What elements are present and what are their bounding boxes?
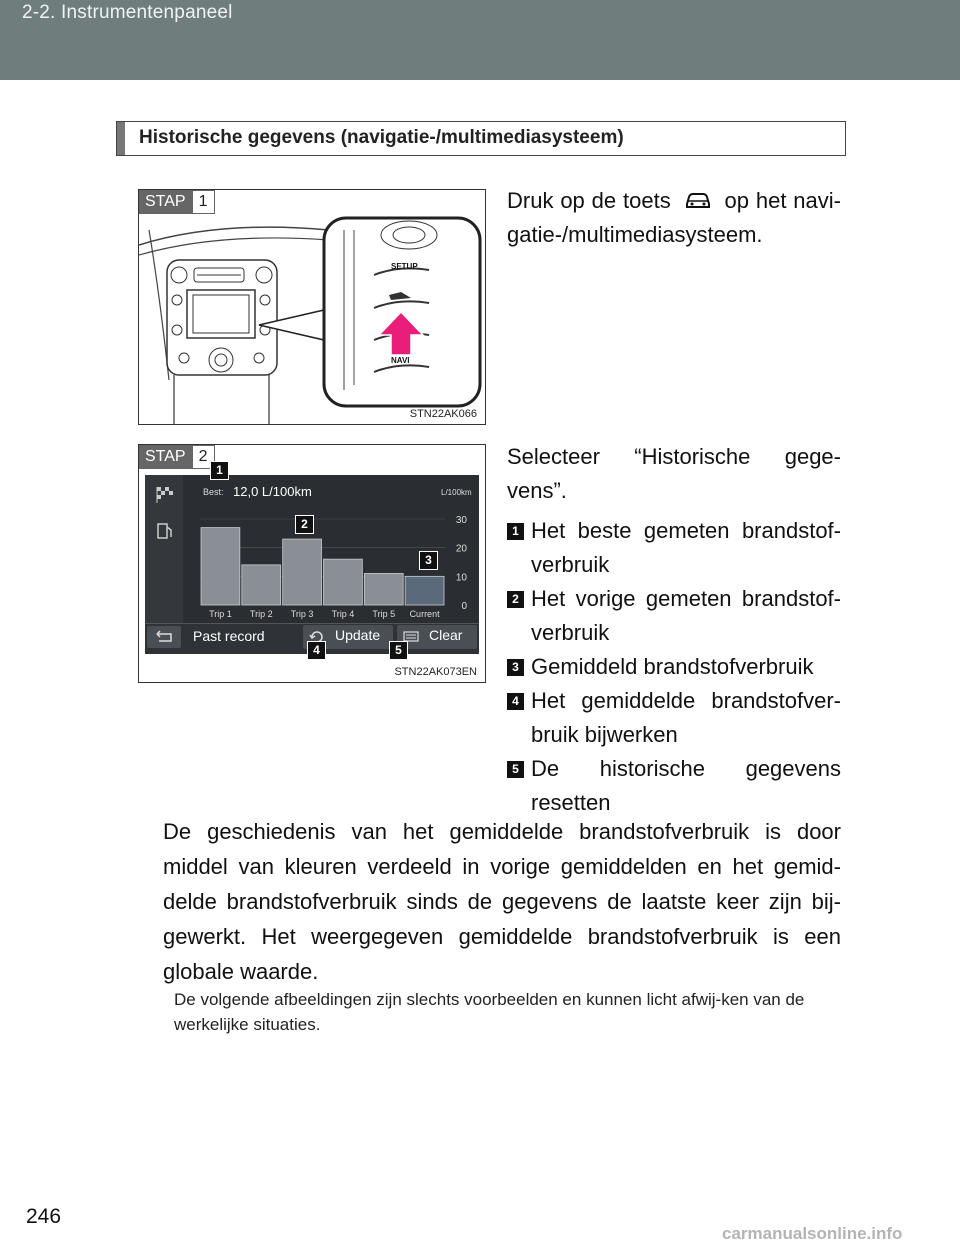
item-text: Het gemiddelde brandstofver-bruik bijwerken [531,688,841,747]
chart-bar [242,565,281,605]
chapter-title: 2-2. Instrumentenpaneel [22,2,233,23]
x-tick-label: Trip 4 [331,609,355,619]
list-item [507,752,841,820]
unit-label: L/100km [441,488,472,497]
item-number: 3 [507,659,524,676]
past-record-label: Past record [193,628,265,644]
watermark: carmanualsonline.info [722,1224,903,1243]
item-number: 4 [507,693,524,710]
list-item [507,650,841,684]
figure-step2 [138,444,486,683]
clear-button[interactable] [397,625,477,649]
y-tick-label: 20 [455,543,467,555]
section-title: Historische gegevens (navigatie-/multimediasysteem) [139,127,624,148]
page-header [0,0,960,80]
section-accent-bar [117,122,125,155]
list-item [507,582,841,650]
step1-tag-number: 1 [192,190,215,214]
best-value: 12,0 L/100km [233,484,312,499]
chart-bar [201,528,240,605]
y-tick-label: 30 [455,515,467,526]
step1-tag-word: STAP [139,190,192,214]
item-number: 2 [507,591,524,608]
step1-text-after: op het navi-gatie-/multimediasysteem. [507,188,841,247]
legend-list [507,514,841,820]
step1-text-before: Druk op de toets [507,188,671,213]
update-label: Update [335,627,381,643]
figure-step1 [138,189,486,425]
x-tick-label: Current [409,609,440,619]
callout-2: 2 [295,515,314,534]
step2-tag [139,445,215,469]
callout-4: 4 [307,641,326,660]
list-item [507,514,841,582]
section-heading-box [116,121,846,156]
navi-button-label: NAVI [391,356,410,365]
figure-code-2: STN22AK073EN [394,666,477,678]
chart-bar [324,559,363,605]
callout-1: 1 [210,461,229,480]
item-text: De historische gegevens resetten [531,756,841,815]
x-tick-label: Trip 1 [209,609,232,619]
callout-5: 5 [389,641,408,660]
y-tick-label: 10 [455,572,467,584]
step2-tag-number: 2 [192,445,215,469]
item-number: 5 [507,761,524,778]
item-text: Het vorige gemeten brandstof-verbruik [531,586,841,645]
best-label: Best: [203,487,224,497]
x-tick-label: Trip 5 [372,609,396,619]
clear-label: Clear [429,627,463,643]
back-button[interactable] [147,626,181,648]
page-number: 246 [26,1205,62,1228]
callout-3: 3 [419,551,438,570]
figure-code: STN22AK066 [409,408,477,420]
y-tick-label: 0 [461,601,467,612]
fuel-chart [145,475,479,625]
setup-button-label: SETUP [391,262,418,271]
fuel-history-screen [145,463,479,657]
chart-bar [364,573,403,605]
step1-instruction [507,184,841,252]
back-arrow-icon [153,630,175,644]
chart-bar [405,576,444,605]
step2-instruction: Selecteer “Historische gege-vens”. [507,444,841,503]
description-paragraph: De geschiedenis van het gemiddelde brandstofverbruik is door middel van kleuren verdeeld in vorige gemiddelden en het gemid-delde brandstofverbruik sinds de gegevens de laatste keer zijn bij-gewerkt. Het weergegeven gemiddelde brandstofverbruik is een globale waarde. [163,819,841,984]
dashboard-illustration [139,190,485,424]
car-icon [684,192,712,210]
chart-bar [283,539,322,605]
x-tick-label: Trip 3 [290,609,314,619]
note-text: De volgende afbeeldingen zijn slechts voorbeelden en kunnen licht afwij-ken van de werkelijke situaties. [174,990,805,1034]
item-number: 1 [507,523,524,540]
item-text: Het beste gemeten brandstof-verbruik [531,518,841,577]
list-item [507,684,841,752]
x-tick-label: Trip 2 [249,609,273,619]
step2-tag-word: STAP [139,445,192,469]
item-text: Gemiddeld brandstofverbruik [531,654,814,679]
